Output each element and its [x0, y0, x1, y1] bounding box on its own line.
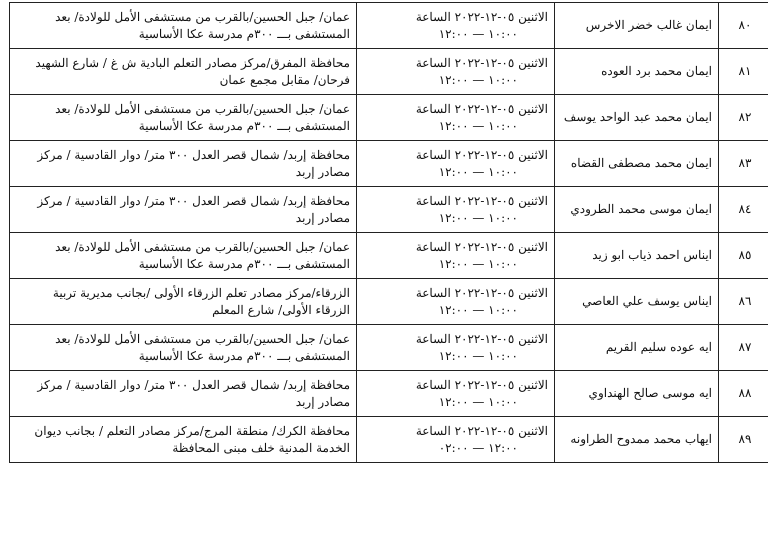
exam-location [10, 187, 357, 233]
exam-date: الاثنين ٠٥-١٢-٢٠٢٢ الساعة [415, 377, 548, 392]
row-number: ٨٦ [719, 279, 768, 325]
exam-date: الاثنين ٠٥-١٢-٢٠٢٢ الساعة [415, 193, 548, 208]
location-line-2: فرحان/ مقابل مجمع عمان [219, 72, 350, 87]
exam-date: الاثنين ٠٥-١٢-٢٠٢٢ الساعة [415, 55, 548, 70]
exam-time: ١٠:٠٠ — ١٢:٠٠ [438, 394, 518, 409]
exam-datetime [357, 95, 555, 141]
location-line-2: الخدمة المدنية خلف مبنى المحافظة [172, 440, 350, 455]
exam-date: الاثنين ٠٥-١٢-٢٠٢٢ الساعة [415, 285, 548, 300]
candidate-name: ايه موسى صالح الهنداوي [555, 371, 719, 417]
location-line-1: محافظة المفرق/مركز مصادر التعلم البادية ش غ / شارع الشهيد [35, 55, 350, 70]
exam-time: ١٠:٠٠ — ١٢:٠٠ [438, 164, 518, 179]
exam-date: الاثنين ٠٥-١٢-٢٠٢٢ الساعة [415, 101, 548, 116]
location-line-2: الزرقاء الأولى/ شارع المعلم [212, 302, 350, 317]
candidate-name: ايناس احمد ذياب ابو زيد [555, 233, 719, 279]
exam-date: الاثنين ٠٥-١٢-٢٠٢٢ الساعة [415, 423, 548, 438]
exam-time: ١٠:٠٠ — ١٢:٠٠ [438, 26, 518, 41]
exam-location [10, 49, 357, 95]
exam-datetime [357, 371, 555, 417]
exam-location [10, 233, 357, 279]
table-row [10, 417, 768, 463]
exam-time: ١٠:٠٠ — ١٢:٠٠ [438, 118, 518, 133]
row-number: ٨٣ [719, 141, 768, 187]
schedule-table [9, 2, 768, 463]
exam-datetime [357, 233, 555, 279]
table-row [10, 371, 768, 417]
exam-location [10, 279, 357, 325]
row-number: ٨٨ [719, 371, 768, 417]
row-number: ٨٠ [719, 3, 768, 49]
location-line-1: عمان/ جبل الحسين/بالقرب من مستشفى الأمل للولادة/ بعد [55, 9, 350, 24]
location-line-2: مصادر إربد [295, 164, 350, 179]
exam-datetime [357, 279, 555, 325]
location-line-1: عمان/ جبل الحسين/بالقرب من مستشفى الأمل للولادة/ بعد [55, 101, 350, 116]
exam-time: ١٠:٠٠ — ١٢:٠٠ [438, 72, 518, 87]
table-row [10, 325, 768, 371]
exam-date: الاثنين ٠٥-١٢-٢٠٢٢ الساعة [415, 331, 548, 346]
exam-time: ١٠:٠٠ — ١٢:٠٠ [438, 302, 518, 317]
table-row [10, 233, 768, 279]
candidate-name: ايمان موسى محمد الطرودي [555, 187, 719, 233]
row-number: ٨٤ [719, 187, 768, 233]
candidate-name: ايمان محمد مصطفى القضاه [555, 141, 719, 187]
location-line-2: مصادر إربد [295, 210, 350, 225]
exam-datetime [357, 325, 555, 371]
exam-datetime [357, 141, 555, 187]
exam-location [10, 371, 357, 417]
exam-location [10, 141, 357, 187]
location-line-1: محافظة إربد/ شمال قصر العدل ٣٠٠ متر/ دوار القادسية / مركز [37, 377, 350, 392]
exam-location [10, 417, 357, 463]
location-line-2: المستشفى بـــ ٣٠٠م مدرسة عكا الأساسية [138, 26, 350, 41]
exam-date: الاثنين ٠٥-١٢-٢٠٢٢ الساعة [415, 9, 548, 24]
location-line-1: محافظة إربد/ شمال قصر العدل ٣٠٠ متر/ دوار القادسية / مركز [37, 147, 350, 162]
candidate-name: ايمان غالب خضر الاخرس [555, 3, 719, 49]
location-line-2: المستشفى بـــ ٣٠٠م مدرسة عكا الأساسية [138, 256, 350, 271]
exam-location [10, 3, 357, 49]
location-line-2: المستشفى بـــ ٣٠٠م مدرسة عكا الأساسية [138, 118, 350, 133]
exam-datetime [357, 417, 555, 463]
candidate-name: ايمان محمد برد العوده [555, 49, 719, 95]
exam-time: ١٠:٠٠ — ١٢:٠٠ [438, 256, 518, 271]
exam-time: ١٢:٠٠ — ٠٢:٠٠ [438, 440, 518, 455]
candidate-name: ايناس يوسف علي العاصي [555, 279, 719, 325]
table-row [10, 3, 768, 49]
exam-datetime [357, 187, 555, 233]
candidate-name: ايهاب محمد ممدوح الطراونه [555, 417, 719, 463]
location-line-1: محافظة الكرك/ منطقة المرج/مركز مصادر التعلم / بجانب ديوان [34, 423, 350, 438]
table-row [10, 279, 768, 325]
exam-location [10, 325, 357, 371]
exam-date: الاثنين ٠٥-١٢-٢٠٢٢ الساعة [415, 147, 548, 162]
row-number: ٨٢ [719, 95, 768, 141]
location-line-1: عمان/ جبل الحسين/بالقرب من مستشفى الأمل للولادة/ بعد [55, 239, 350, 254]
location-line-1: محافظة إربد/ شمال قصر العدل ٣٠٠ متر/ دوار القادسية / مركز [37, 193, 350, 208]
location-line-1: الزرقاء/مركز مصادر تعلم الزرقاء الأولى /بجانب مديرية تربية [52, 285, 350, 300]
table-row [10, 95, 768, 141]
location-line-1: عمان/ جبل الحسين/بالقرب من مستشفى الأمل للولادة/ بعد [55, 331, 350, 346]
location-line-2: المستشفى بـــ ٣٠٠م مدرسة عكا الأساسية [138, 348, 350, 363]
table-row [10, 141, 768, 187]
exam-time: ١٠:٠٠ — ١٢:٠٠ [438, 210, 518, 225]
candidate-name: ايمان محمد عبد الواحد يوسف [555, 95, 719, 141]
exam-datetime [357, 49, 555, 95]
row-number: ٨١ [719, 49, 768, 95]
table-row [10, 49, 768, 95]
row-number: ٨٧ [719, 325, 768, 371]
row-number: ٨٩ [719, 417, 768, 463]
schedule-table-body [10, 3, 768, 463]
exam-time: ١٠:٠٠ — ١٢:٠٠ [438, 348, 518, 363]
exam-datetime [357, 3, 555, 49]
exam-date: الاثنين ٠٥-١٢-٢٠٢٢ الساعة [415, 239, 548, 254]
location-line-2: مصادر إربد [295, 394, 350, 409]
table-row [10, 187, 768, 233]
candidate-name: ايه عوده سليم القريم [555, 325, 719, 371]
row-number: ٨٥ [719, 233, 768, 279]
exam-location [10, 95, 357, 141]
